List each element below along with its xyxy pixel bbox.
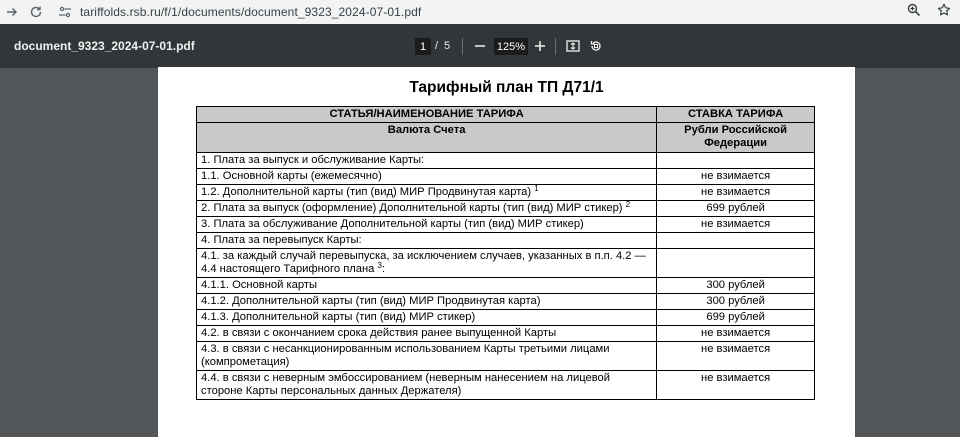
url-text[interactable]: tariffolds.rsb.ru/f/1/documents/document_9323_2024-07-01.pdf	[80, 4, 422, 19]
subheader-currency-label: Валюта Счета	[197, 123, 657, 153]
table-row	[197, 326, 815, 342]
table-row	[197, 342, 815, 371]
table-row	[197, 233, 815, 249]
tariff-item-rate	[657, 233, 815, 249]
table-row	[197, 201, 815, 217]
table-row	[197, 294, 815, 310]
tariff-item-name: 3. Плата за обслуживание Дополнительной карты (тип (вид) МИР стикер)	[197, 217, 657, 233]
minus-icon	[474, 40, 486, 52]
plus-icon	[534, 40, 546, 52]
tariff-item-rate: 699 рублей	[657, 310, 815, 326]
table-row	[197, 310, 815, 326]
tariff-item-rate	[657, 153, 815, 169]
table-row	[197, 249, 815, 278]
fit-to-page-button[interactable]	[563, 36, 583, 56]
column-header-name: СТАТЬЯ/НАИМЕНОВАНИЕ ТАРИФА	[197, 107, 657, 123]
tariff-item-rate: не взимается	[657, 217, 815, 233]
tariff-item-rate: не взимается	[657, 169, 815, 185]
tariff-item-name: 4.1.1. Основной карты	[197, 278, 657, 294]
tariff-item-name: 4.1.3. Дополнительной карты (тип (вид) МИР стикер)	[197, 310, 657, 326]
table-row	[197, 185, 815, 201]
table-row	[197, 217, 815, 233]
tariff-item-rate: 300 рублей	[657, 294, 815, 310]
toolbar-divider	[462, 38, 463, 55]
zoom-out-button[interactable]	[470, 36, 490, 56]
subheader-currency-value: Рубли Российской Федерации	[657, 123, 815, 153]
tariff-item-name: 1. Плата за выпуск и обслуживание Карты:	[197, 153, 657, 169]
tariff-item-name: 4.4. в связи с неверным эмбоссированием (неверным нанесением на лицевой стороне Карты персональных данных Держателя)	[197, 371, 657, 400]
page-total: 5	[444, 40, 451, 52]
tariff-item-rate: не взимается	[657, 185, 815, 201]
tariff-item-name: 1.2. Дополнительной карты (тип (вид) МИР Продвинутая карта) $^1$	[197, 185, 657, 201]
url-bar[interactable]	[52, 1, 960, 22]
tariff-item-rate: 699 рублей	[657, 201, 815, 217]
table-row	[197, 153, 815, 169]
tariff-plan-title: Тарифный план ТП Д71/1	[409, 79, 604, 96]
tariff-item-rate: не взимается	[657, 326, 815, 342]
column-header-rate: СТАВКА ТАРИФА	[657, 107, 815, 123]
table-row	[197, 169, 815, 185]
tariff-item-name: 1.1. Основной карты (ежемесячно)	[197, 169, 657, 185]
table-row	[197, 278, 815, 294]
toolbar-divider	[555, 38, 556, 55]
footnote-marker: 2	[625, 200, 631, 209]
tariff-item-name: 4.3. в связи с несанкционированным использованием Карты третьими лицами (компрометация)	[197, 342, 657, 371]
zoom-icon[interactable]	[906, 2, 922, 18]
tariff-item-name: 4. Плата за перевыпуск Карты:	[197, 233, 657, 249]
forward-icon[interactable]	[2, 2, 22, 22]
tariff-item-name: 2. Плата за выпуск (оформление) Дополнительной карты (тип (вид) МИР стикер) $^2$	[197, 201, 657, 217]
tariff-item-name: 4.1. за каждый случай перевыпуска, за исключением случаев, указанных в п.п. 4.2 — 4.4 настоящего Тарифного плана $^3$:	[197, 249, 657, 278]
rotate-button[interactable]	[586, 36, 606, 56]
tariff-item-rate: не взимается	[657, 342, 815, 371]
table-row	[197, 371, 815, 400]
footnote-marker: 3	[377, 261, 382, 270]
page-separator: /	[435, 40, 439, 52]
tariff-item-rate	[657, 249, 815, 278]
zoom-in-button[interactable]	[530, 36, 550, 56]
browser-address-bar	[0, 0, 960, 24]
fit-page-icon	[566, 39, 580, 53]
tariff-item-name: 4.1.2. Дополнительной карты (тип (вид) МИР Продвинутая карта)	[197, 294, 657, 310]
pdf-page	[158, 67, 855, 437]
tariff-item-rate: 300 рублей	[657, 278, 815, 294]
reload-icon[interactable]	[26, 2, 46, 22]
pdf-toolbar	[0, 24, 960, 68]
rotate-icon	[589, 39, 603, 53]
page-number-input[interactable]	[415, 38, 431, 55]
tariff-item-name: 4.2. в связи с окончанием срока действия ранее выпущенной Карты	[197, 326, 657, 342]
tariff-item-rate: не взимается	[657, 371, 815, 400]
zoom-input[interactable]	[494, 38, 528, 55]
document-title: document_9323_2024-07-01.pdf	[14, 39, 195, 53]
site-info-icon[interactable]	[58, 5, 72, 19]
tariff-table	[196, 106, 815, 400]
bookmark-star-icon[interactable]	[936, 2, 952, 18]
footnote-marker: 1	[534, 184, 539, 193]
